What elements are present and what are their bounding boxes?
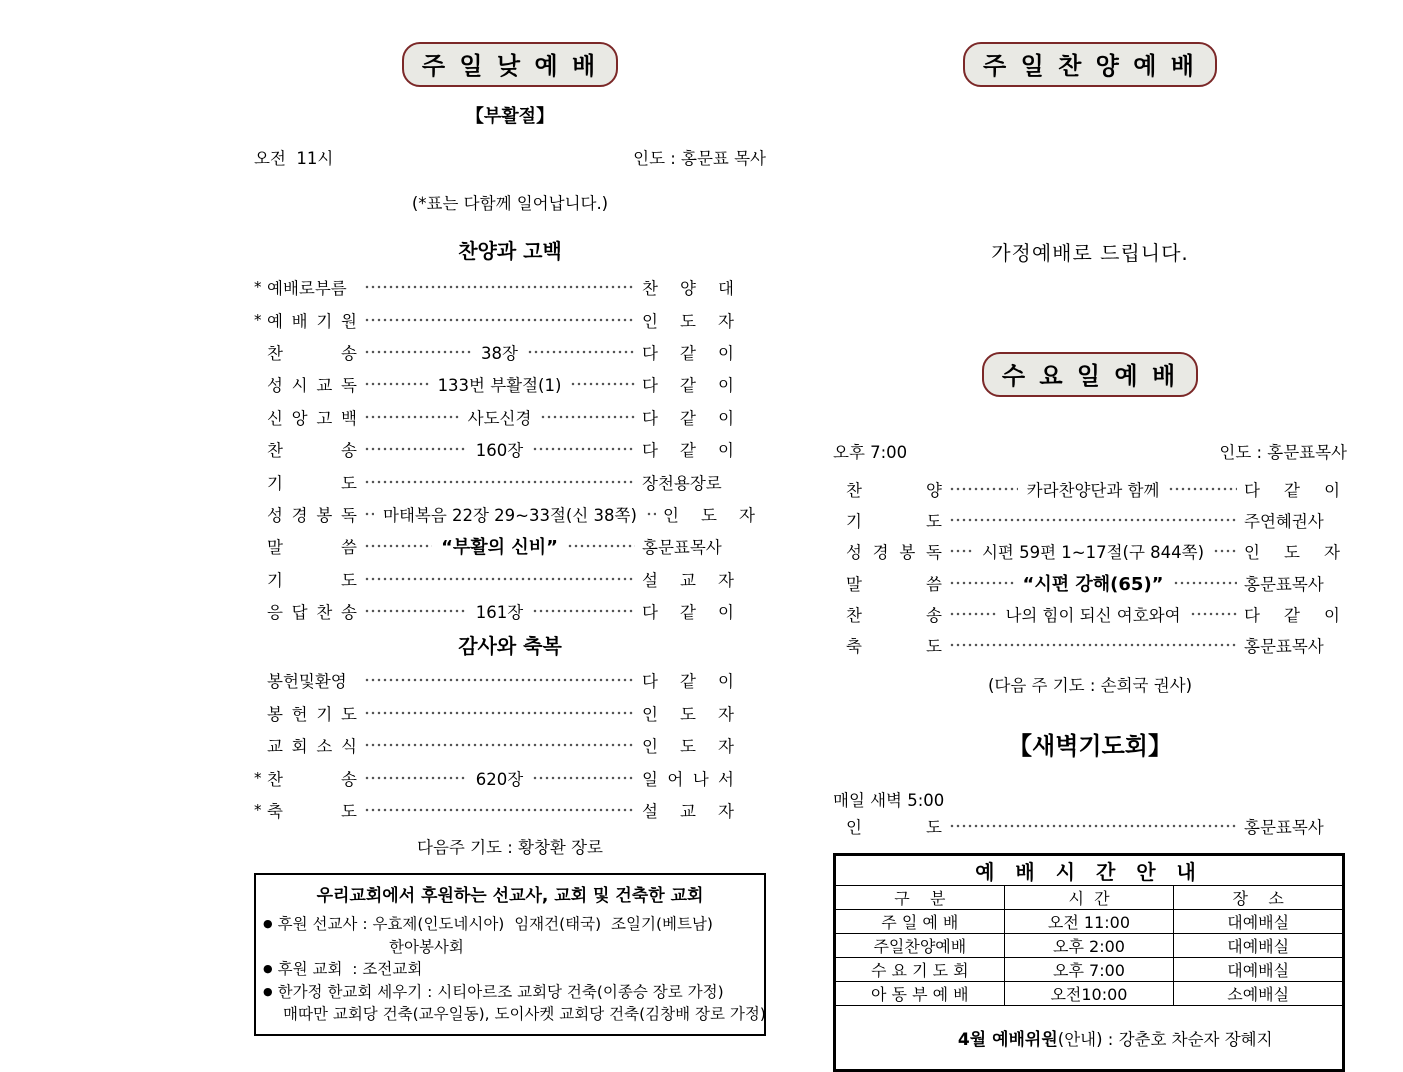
service-item-label: 말 씀 <box>846 574 942 594</box>
dot-leader <box>1190 612 1237 616</box>
service-item-detail: 161장 <box>475 603 524 623</box>
service-item-detail: 카라찬양단과 함께 <box>1026 480 1160 500</box>
dot-leader <box>364 318 635 322</box>
service-item-performer: 설 교 자 <box>642 802 734 822</box>
schedule-footer <box>835 1006 1344 1071</box>
dot-leader <box>364 577 635 581</box>
service-item-performer: 일 어 나 서 <box>642 769 734 789</box>
schedule-header-cell: 장 소 <box>1174 886 1344 910</box>
schedule-row <box>835 910 1344 934</box>
home-worship-note: 가정예배로 드립니다. <box>991 241 1189 265</box>
schedule-cell: 대예배실 <box>1174 958 1344 982</box>
wednesday-time-row <box>833 439 1347 463</box>
service-item-performer: 인 도 자 <box>662 505 755 525</box>
service-item-performer: 홍문표목사 <box>642 538 722 558</box>
dot-leader <box>1213 549 1237 553</box>
service-item-label: 응 답 찬 송 <box>267 603 357 623</box>
schedule-footer-rest: (안내) : 강춘호 차순자 장혜지 <box>1057 1030 1273 1050</box>
support-line-text: 한아봉사회 <box>389 937 464 956</box>
service-item-performer: 인 도 자 <box>642 704 734 724</box>
service-row <box>254 368 734 400</box>
schedule-cell: 수 요 기 도 회 <box>835 958 1005 982</box>
service-row <box>254 433 734 465</box>
schedule-cell: 오후 7:00 <box>1004 958 1174 982</box>
service-item-label: 예배로부름 <box>267 279 347 299</box>
service-item-detail: 마태복음 22장 29~33절(신 38쪽) <box>383 505 637 525</box>
service-time: 오전 11시 <box>254 149 334 168</box>
service-item-performer: 인 도 자 <box>642 311 734 331</box>
dot-leader <box>949 643 1237 647</box>
support-line <box>263 981 757 1004</box>
dawn-prayer-title: 【새벽기도회】 <box>1008 731 1172 760</box>
service-item-label: 찬 양 <box>846 480 942 500</box>
schedule-cell: 오후 2:00 <box>1004 934 1174 958</box>
dot-leader <box>1173 581 1238 585</box>
service-item-label: 찬 송 <box>267 441 357 461</box>
service-item-performer: 다 같 이 <box>642 408 735 428</box>
support-line-text: 후원 선교사 : 우효제(인도네시아) 임재건(태국) 조일기(베트남) <box>277 915 713 934</box>
standing-marker: * <box>254 278 262 297</box>
service-item-label: 봉 헌 기 도 <box>267 704 357 724</box>
service-item-performer: 주연혜권사 <box>1244 511 1324 531</box>
service-row <box>254 271 734 303</box>
support-line-text: 후원 교회 : 조전교회 <box>277 960 423 979</box>
dot-leader <box>949 487 1018 491</box>
service-item-performer: 찬 양 대 <box>642 279 734 299</box>
dot-leader <box>364 743 635 747</box>
service-row <box>833 536 1340 567</box>
service-item-performer: 다 같 이 <box>1244 605 1340 625</box>
service-row <box>254 664 734 696</box>
thanks-blessing-rows <box>254 664 766 826</box>
schedule-row <box>835 958 1344 982</box>
service-row <box>254 595 734 627</box>
standing-note: (*표는 다함께 일어납니다.) <box>411 194 609 213</box>
service-row <box>254 336 734 368</box>
bullet-icon: ● <box>263 962 273 976</box>
service-row <box>833 567 1340 598</box>
sunday-noon-service-title-badge: 주 일 낮 예 배 <box>402 42 618 87</box>
service-item-label: 성 경 봉 독 <box>267 505 357 525</box>
sunday-noon-service-panel <box>254 0 766 1036</box>
service-item-label: 봉헌및환영 <box>267 672 347 692</box>
service-item-detail: 사도신경 <box>467 408 532 428</box>
service-item-performer: 다 같 이 <box>642 441 734 461</box>
service-item-performer: 홍문표목사 <box>1244 637 1324 657</box>
service-row <box>254 498 755 530</box>
service-item-detail: “부활의 신비” <box>441 537 558 559</box>
section-heading-thanks-blessing: 감사와 축복 <box>458 634 562 659</box>
dot-leader <box>364 678 635 682</box>
dot-leader <box>949 518 1237 522</box>
service-item-performer: 설 교 자 <box>642 570 734 590</box>
dot-leader <box>646 512 656 516</box>
service-row <box>833 598 1340 629</box>
service-row <box>254 563 734 595</box>
schedule-cell: 아 동 부 예 배 <box>835 982 1005 1006</box>
dot-leader <box>364 544 432 548</box>
service-item-label: 기 도 <box>267 473 357 493</box>
support-line-text: 한가정 한교회 세우기 : 시티아르조 교회당 건축(이종승 장로 가정) <box>277 982 724 1001</box>
dot-leader <box>540 415 635 419</box>
standing-marker: * <box>254 768 262 787</box>
support-box-lines <box>263 913 766 1026</box>
dot-leader <box>364 512 374 516</box>
wednesday-service-title-badge: 수 요 일 예 배 <box>982 352 1198 397</box>
service-row <box>254 303 734 335</box>
service-item-performer: 다 같 이 <box>1244 480 1341 500</box>
service-row <box>254 401 734 433</box>
next-week-prayer: 다음주 기도 : 황창환 장로 <box>417 838 603 858</box>
dot-leader <box>364 776 467 780</box>
standing-marker: * <box>254 801 262 820</box>
schedule-footer-bold: 4월 예배위원 <box>957 1030 1058 1051</box>
service-item-detail: 160장 <box>475 441 524 461</box>
right-panel <box>833 0 1347 1072</box>
dot-leader <box>567 544 635 548</box>
wednesday-leader: 인도 : 홍문표목사 <box>1219 443 1347 462</box>
service-leader: 인도 : 홍문표 목사 <box>633 149 766 168</box>
support-line <box>263 958 757 981</box>
service-item-label: 교 회 소 식 <box>267 737 357 757</box>
support-line <box>263 936 757 959</box>
service-row <box>254 729 734 761</box>
support-line <box>263 913 757 936</box>
service-item-label: 축 도 <box>267 802 357 822</box>
service-item-detail: 38장 <box>481 343 518 363</box>
service-row <box>833 629 1340 660</box>
service-item-label: 찬 송 <box>846 605 942 625</box>
schedule-cell: 주일찬양예배 <box>835 934 1005 958</box>
service-item-performer: 다 같 이 <box>642 343 734 363</box>
dawn-prayer-rows <box>833 811 1347 842</box>
worship-schedule-table <box>833 853 1345 1072</box>
service-item-detail: 시편 59편 1~17절(구 844쪽) <box>981 543 1205 563</box>
service-row <box>833 811 1340 842</box>
service-item-label: 기 도 <box>846 511 942 531</box>
easter-subtitle: 【부활절】 <box>465 106 555 127</box>
section-heading-praise-confession: 찬양과 고백 <box>458 239 562 263</box>
service-item-detail: 나의 힘이 되신 여호와여 <box>1005 605 1181 625</box>
service-item-performer: 다 같 이 <box>642 672 734 692</box>
service-item-label: 성 경 봉 독 <box>846 543 942 563</box>
dot-leader <box>364 808 635 812</box>
schedule-header-cell: 구 분 <box>835 886 1005 910</box>
dot-leader <box>364 609 467 613</box>
standing-marker: * <box>254 310 262 329</box>
service-item-label: 축 도 <box>846 637 942 657</box>
service-item-performer: 장천용장로 <box>642 473 722 493</box>
dot-leader <box>364 350 472 354</box>
dot-leader <box>532 776 635 780</box>
dot-leader <box>527 350 635 354</box>
dot-leader <box>532 447 635 451</box>
service-item-label: 예 배 기 원 <box>267 311 357 331</box>
schedule-header-cell: 시 간 <box>1004 886 1174 910</box>
service-item-detail: “시편 강해(65)” <box>1022 573 1164 595</box>
service-item-performer: 인 도 자 <box>642 737 734 757</box>
service-item-performer: 홍문표목사 <box>1244 818 1324 838</box>
service-item-label: 성 시 교 독 <box>267 376 357 396</box>
service-item-performer: 다 같 이 <box>642 376 734 396</box>
dot-leader <box>364 711 635 715</box>
service-row <box>833 473 1340 504</box>
wednesday-rows <box>833 473 1347 661</box>
service-row <box>254 761 734 793</box>
service-item-label: 신 앙 고 백 <box>267 408 357 428</box>
dot-leader <box>364 480 635 484</box>
mission-support-box <box>254 873 766 1036</box>
service-row <box>254 530 734 562</box>
dot-leader <box>949 612 996 616</box>
service-item-performer: 다 같 이 <box>642 603 734 623</box>
dot-leader <box>364 415 459 419</box>
service-item-detail: 620장 <box>475 769 524 789</box>
dot-leader <box>949 824 1237 828</box>
dot-leader <box>1168 487 1237 491</box>
sunday-praise-service-title-badge: 주 일 찬 양 예 배 <box>963 42 1217 87</box>
wednesday-time: 오후 7:00 <box>833 443 908 462</box>
dawn-prayer-time: 매일 새벽 5:00 <box>833 790 945 810</box>
dot-leader <box>949 549 973 553</box>
service-row <box>833 504 1340 535</box>
support-box-title: 우리교회에서 후원하는 선교사, 교회 및 건축한 교회 <box>316 886 704 907</box>
schedule-row <box>835 982 1344 1006</box>
dot-leader <box>364 447 467 451</box>
schedule-cell: 대예배실 <box>1174 910 1344 934</box>
dot-leader <box>532 609 635 613</box>
service-row <box>254 794 734 826</box>
schedule-title: 예 배 시 간 안 내 <box>835 855 1344 886</box>
dot-leader <box>570 382 635 386</box>
service-row <box>254 697 734 729</box>
support-line <box>263 1003 766 1026</box>
schedule-cell: 소예배실 <box>1174 982 1344 1006</box>
service-item-performer: 홍문표목사 <box>1244 574 1324 594</box>
bullet-icon: ● <box>263 917 273 931</box>
support-line-text: 매따만 교회당 건축(교우일동), 도이사켓 교회당 건축(김창배 장로 가정) <box>283 1005 766 1024</box>
service-item-label: 말 씀 <box>267 538 357 558</box>
schedule-row <box>835 934 1344 958</box>
service-item-label: 기 도 <box>267 570 357 590</box>
service-item-detail: 133번 부활절(1) <box>437 376 562 396</box>
schedule-cell: 오전 11:00 <box>1004 910 1174 934</box>
dot-leader <box>364 285 635 289</box>
schedule-cell: 오전10:00 <box>1004 982 1174 1006</box>
bullet-icon: ● <box>263 984 273 998</box>
service-item-label: 찬 송 <box>267 343 357 363</box>
service-item-label: 찬 송 <box>267 769 357 789</box>
dot-leader <box>949 581 1014 585</box>
schedule-cell: 주 일 예 배 <box>835 910 1005 934</box>
dot-leader <box>364 382 429 386</box>
schedule-cell: 대예배실 <box>1174 934 1344 958</box>
praise-confession-rows <box>254 271 766 627</box>
service-item-performer: 인 도 자 <box>1244 543 1340 563</box>
wednesday-next-week-prayer: (다음 주 기도 : 손희국 권사) <box>987 675 1193 695</box>
service-row <box>254 465 734 497</box>
service-time-row <box>254 145 766 169</box>
service-item-label: 인 도 <box>846 818 942 838</box>
